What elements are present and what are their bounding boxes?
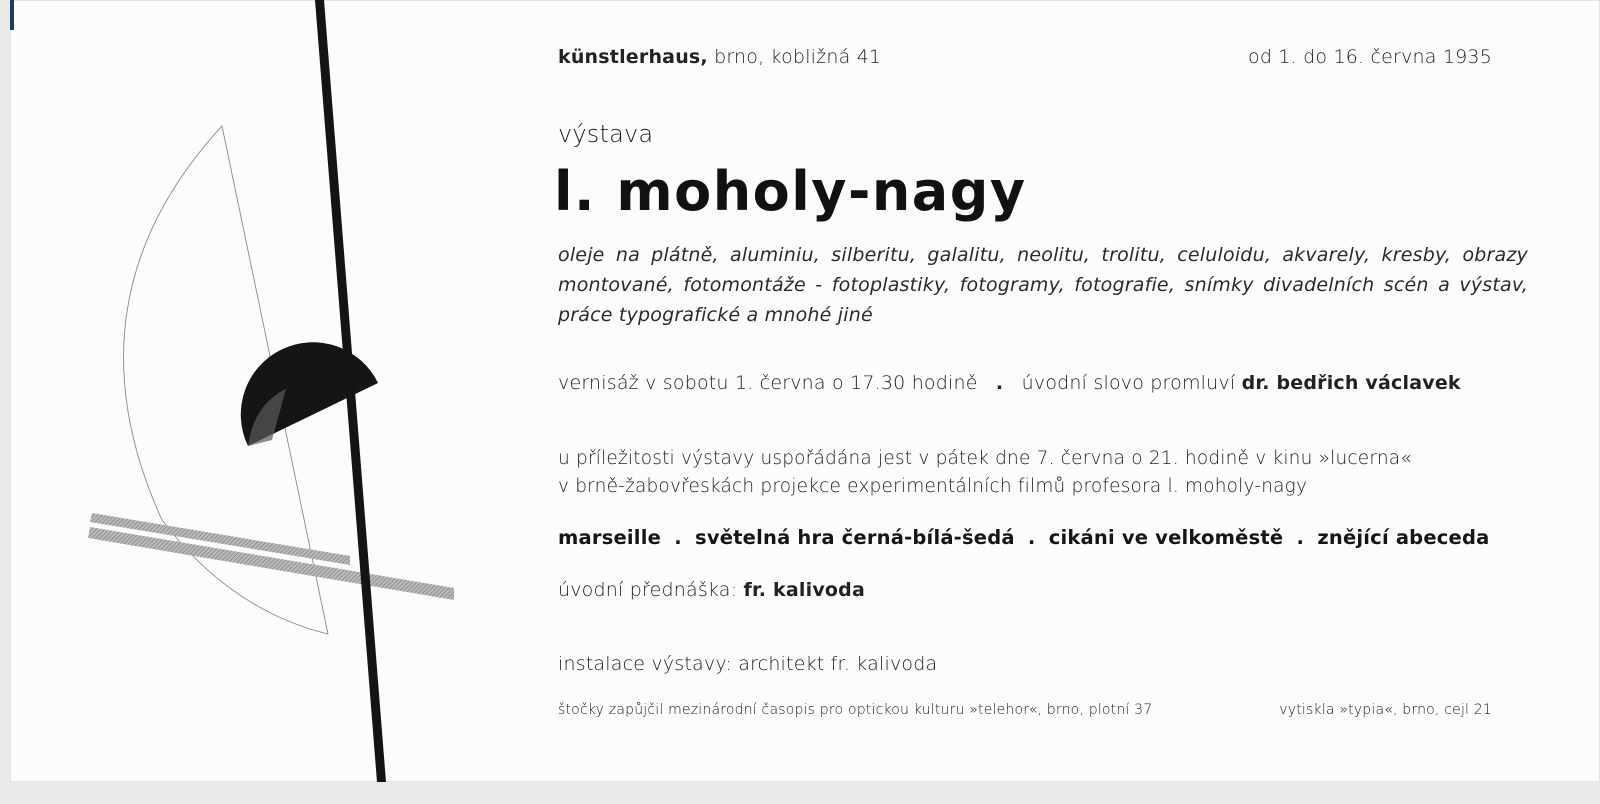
film-title: cikáni ve velkoměstě bbox=[1048, 526, 1284, 549]
exhibition-lead: výstava bbox=[558, 120, 654, 148]
vernissage-separator: . bbox=[995, 372, 1004, 394]
film-separator: . bbox=[1296, 526, 1305, 549]
printer-line: vytiskla »typia«, brno, cejl 21 bbox=[1279, 702, 1492, 718]
vernissage-line bbox=[558, 372, 1461, 394]
invitation-card bbox=[10, 0, 1600, 782]
lecture-label: úvodní přednáška: bbox=[558, 579, 744, 601]
venue-address: brno, kobližná 41 bbox=[707, 46, 882, 68]
artist-title: l. moholy-nagy bbox=[554, 160, 1027, 223]
film-title: marseille bbox=[558, 526, 662, 549]
film-separator: . bbox=[674, 526, 682, 549]
speaker-intro: úvodní slovo promluví bbox=[1021, 372, 1242, 394]
grey-bar-lower bbox=[88, 527, 454, 600]
media-list: oleje na plátně, aluminiu, silberitu, galalitu, neolitu, trolitu, celuloidu, akvarely, kresby, obrazy montované, fotomontáže - fotoplastiky, fotogramy, fotografie, snímky divadelních scén a výstav, práce typografické a mnohé jiné bbox=[558, 244, 1528, 326]
film-program-line-2: v brně-žabovřeskách projekce experimentálních filmů profesora l. moholy-nagy bbox=[558, 476, 1308, 497]
venue-name: künstlerhaus, bbox=[558, 46, 708, 68]
film-title: znějící abeceda bbox=[1317, 526, 1490, 549]
film-program-line-1: u příležitosti výstavy uspořádána jest v pátek dne 7. června o 21. hodině v kinu »lucerna« bbox=[558, 448, 1412, 469]
credit-line: štočky zapůjčil mezinárodní časopis pro optickou kulturu »telehor«, brno, plotní 37 bbox=[558, 702, 1153, 718]
film-titles bbox=[558, 526, 1489, 549]
installation-line: instalace výstavy: architekt fr. kalivoda bbox=[558, 653, 938, 675]
vernissage-text: vernisáž v sobotu 1. června o 17.30 hodině bbox=[558, 372, 978, 394]
lecture-line bbox=[558, 579, 865, 601]
venue bbox=[558, 46, 881, 68]
exhibition-dates: od 1. do 16. června 1935 bbox=[1248, 46, 1492, 68]
film-title: světelná hra černá-bílá-šedá bbox=[695, 526, 1015, 549]
film-separator: . bbox=[1027, 526, 1036, 549]
lecture-name: fr. kalivoda bbox=[743, 579, 865, 601]
constructivist-artwork bbox=[10, 0, 490, 782]
speaker-name: dr. bedřich václavek bbox=[1241, 372, 1461, 394]
